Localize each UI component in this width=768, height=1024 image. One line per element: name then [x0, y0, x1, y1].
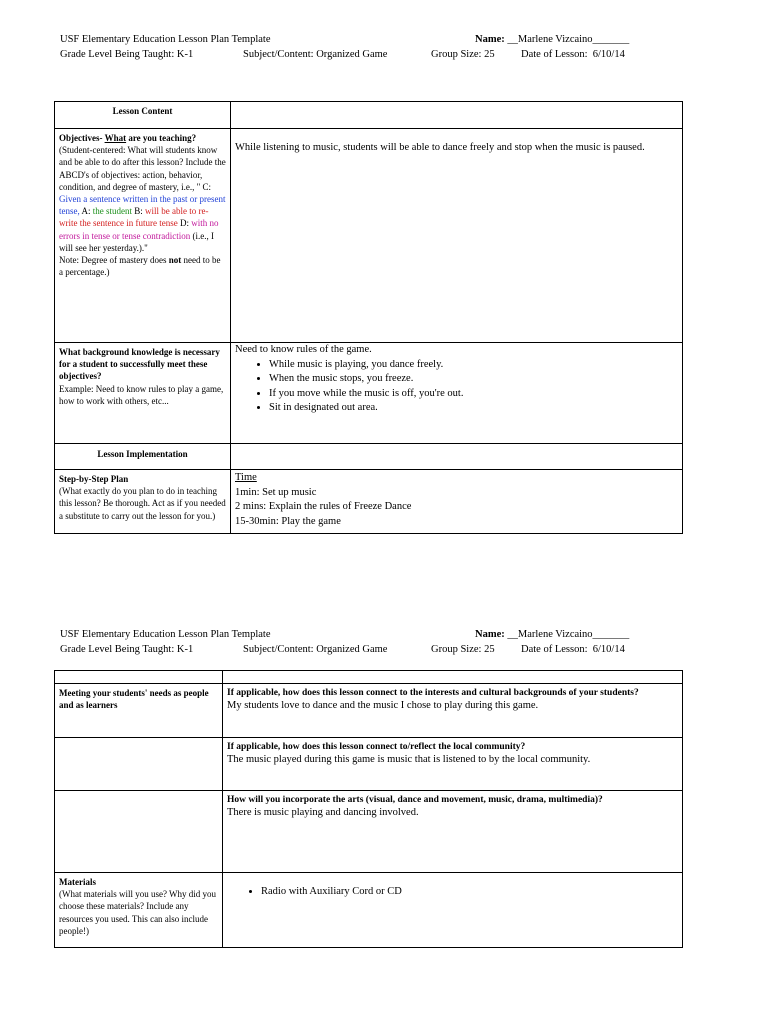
students-needs-table [54, 670, 683, 948]
objectives-answer: While listening to music, students will be able to dance freely and stop when the music is paused. [231, 129, 683, 343]
arts-answer: There is music playing and dancing involved. [227, 807, 419, 818]
lesson-content-table [54, 101, 683, 534]
interests-cell [223, 684, 683, 738]
subject-value: Organized Game [316, 644, 388, 655]
group-value: 25 [484, 644, 495, 655]
page1-header [60, 34, 680, 64]
interests-answer: My students love to dance and the music I chose to play during this game. [227, 700, 539, 711]
template-title: USF Elementary Education Lesson Plan Template [60, 34, 271, 45]
implementation-heading: Lesson Implementation [55, 444, 231, 470]
list-item: • When the music stops, you freeze. [269, 372, 678, 387]
list-item: • While music is playing, you dance freely. [269, 358, 678, 373]
date-label: Date of Lesson: [521, 49, 588, 60]
arts-cell [223, 791, 683, 873]
grade-label: Grade Level Being Taught: [60, 49, 175, 60]
template-title: USF Elementary Education Lesson Plan Template [60, 629, 271, 640]
subject-value: Organized Game [316, 49, 388, 60]
step-plan-answer [231, 470, 683, 534]
name-label: Name: [475, 629, 505, 640]
lesson-content-heading: Lesson Content [55, 102, 231, 129]
community-answer: The music played during this game is music that is listened to by the local community. [227, 754, 591, 765]
list-item: • If you move while the music is off, you're out. [269, 387, 678, 402]
step-plan-prompt: Step-by-Step Plan (What exactly do you plan to do in teaching this lesson? Be thorough. Act as if you needed a substitute to carry out the lesson for you.) [55, 470, 231, 534]
materials-prompt: Materials (What materials will you use? Why did you choose these materials? Include any resources you used. This can also include people!) [55, 873, 223, 948]
background-prompt: What background knowledge is necessary for a student to successfully meet these objectives? Example: Need to know rules to play a game, how to work with others, etc... [55, 343, 231, 444]
arts-question: How will you incorporate the arts (visual, dance and movement, music, drama, multimedia)? [227, 795, 603, 805]
name-label: Name: [475, 34, 505, 45]
group-value: 25 [484, 49, 495, 60]
group-label: Group Size: [431, 644, 482, 655]
date-label: Date of Lesson: [521, 644, 588, 655]
background-answer: Need to know rules of the game. • While music is playing, you dance freely. • When the music stops, you freeze. • If you move while the music is off, you're out. • Sit in designated out area. [231, 343, 683, 444]
time-label: Time [235, 472, 257, 483]
step-item: 2 mins: Explain the rules of Freeze Dance [235, 501, 412, 512]
date-value: 6/10/14 [592, 644, 625, 655]
interests-question: If applicable, how does this lesson connect to the interests and cultural backgrounds of your students? [227, 688, 639, 698]
grade-value: K-1 [176, 49, 194, 60]
date-value: 6/10/14 [592, 49, 625, 60]
subject-label: Subject/Content: [243, 644, 314, 655]
step-item: 15-30min: Play the game [235, 515, 341, 527]
subject-label: Subject/Content: [243, 49, 314, 60]
grade-value: K-1 [176, 644, 194, 655]
grade-label: Grade Level Being Taught: [60, 644, 175, 655]
community-question: If applicable, how does this lesson connect to/reflect the local community? [227, 742, 526, 752]
objectives-prompt: Objectives- What are you teaching? (Student-centered: What will students know and be able to do after this lesson? Include the ABCD's of objectives: action, behavior, condition, and degree of mastery, i.e., " C: Given a sentence written in the past or present tense, A: the student B: will be able to re-write the sentence in future tense D: with no errors in tense or tense contradiction (i.e., I will see her yesterday.)." Note: Degree of mastery does not need to be a percentage.) [55, 129, 231, 343]
list-item: • Radio with Auxiliary Cord or CD [261, 885, 678, 900]
meeting-needs-prompt: Meeting your students' needs as people and as learners [55, 684, 223, 738]
community-cell [223, 738, 683, 791]
name-value: __Marlene Vizcaino_______ [507, 629, 630, 640]
page2-header [60, 629, 680, 659]
step-item: 1min: Set up music [235, 486, 317, 498]
materials-answer [223, 873, 683, 948]
name-value: __Marlene Vizcaino_______ [507, 34, 630, 45]
group-label: Group Size: [431, 49, 482, 60]
list-item: • Sit in designated out area. [269, 401, 678, 416]
